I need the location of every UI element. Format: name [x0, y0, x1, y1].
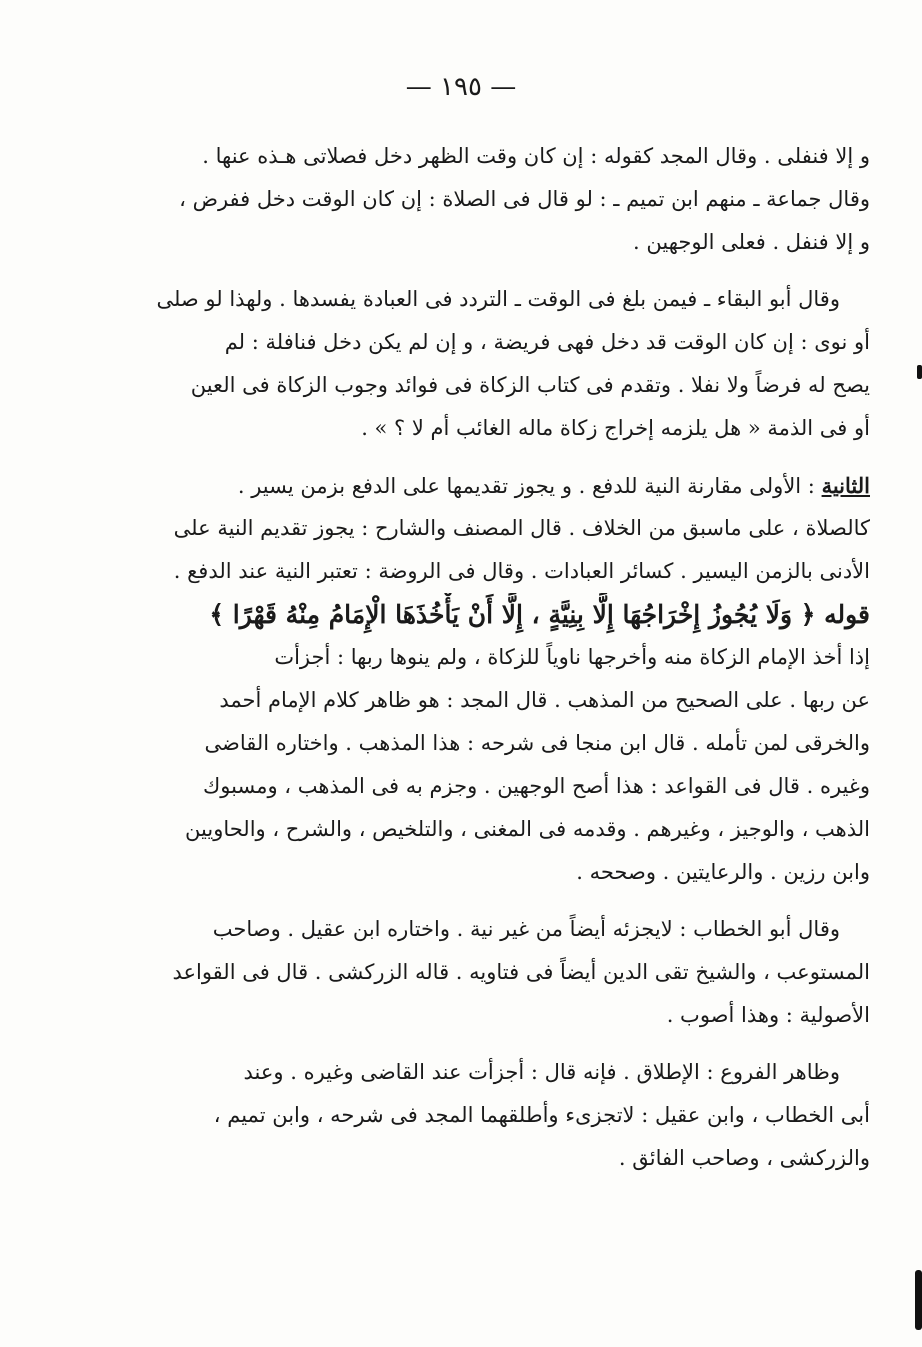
paragraph — [155, 464, 870, 593]
paragraph — [155, 908, 870, 1037]
text-line: عن ربها . على الصحيح من المذهب . قال المجد : هو ظاهر كلام الإمام أحمد — [219, 688, 870, 712]
text-line: وقال أبو الخطاب : لايجزئه أيضاً من غير نية . واختاره ابن عقيل . وصاحب — [212, 917, 840, 941]
text-line: والزركشى ، وصاحب الفائق . — [618, 1146, 870, 1170]
scan-edge-mark — [917, 365, 922, 379]
scan-edge-mark — [915, 1270, 922, 1330]
text-line: وغيره . قال فى القواعد : هذا أصح الوجهين . وجزم به فى المذهب ، ومسبوك — [203, 774, 870, 798]
paragraph — [155, 636, 870, 894]
text-line: الأصولية : وهذا أصوب . — [666, 1003, 870, 1027]
text-line: وظاهر الفروع : الإطلاق . فإنه قال : أجزأت عند القاضى وغيره . وعند — [243, 1060, 840, 1084]
text-line: وقال جماعة ـ منهم ابن تميم ـ : لو قال فى الصلاة : إن كان الوقت دخل ففرض ، — [179, 187, 870, 211]
text-line: و إلا فنفل . فعلى الوجهين . — [633, 230, 870, 254]
text-line: المستوعب ، والشيخ تقى الدين أيضاً فى فتاويه . قاله الزركشى . قال فى القواعد — [172, 960, 870, 984]
quote-text: قوله ﴿ وَلَا يُجُوزُ إِخْرَاجُهَا إِلَّا بِنِيَّةٍ ، إِلَّا أَنْ يَأْخُذَهَا الْإِمَامُ مِنْهُ قَهْرًا ﴾ — [209, 600, 870, 629]
text-line: إذا أخذ الإمام الزكاة منه وأخرجها ناوياً للزكاة ، ولم ينوها ربها : أجزأت — [274, 645, 870, 669]
section-label: الثانية — [821, 473, 870, 498]
text-line: و إلا فنفلى . وقال المجد كقوله : إن كان وقت الظهر دخل فصلاتى هـذه عنها . — [202, 144, 870, 168]
text-line: كالصلاة ، على ماسبق من الخلاف . قال المصنف والشارح : يجوز تقديم النية على — [173, 516, 870, 540]
page-number: — ١٩٥ — — [405, 72, 517, 102]
text-line: وابن رزين . والرعايتين . وصححه . — [576, 860, 870, 884]
text-line: الذهب ، والوجيز ، وغيرهم . وقدمه فى المغنى ، والتلخيص ، والشرح ، والحاويين — [185, 817, 870, 841]
text-line: أبى الخطاب ، وابن عقيل : لاتجزىء وأطلقهما المجد فى شرحه ، وابن تميم ، — [213, 1103, 870, 1127]
text-line: أو نوى : إن كان الوقت قد دخل فهى فريضة ، و إن لم يكن دخل فنافلة : لم — [224, 330, 870, 354]
text-line: والخرقى لمن تأمله . قال ابن منجا فى شرحه : هذا المذهب . واختاره القاضى — [204, 731, 870, 755]
paragraph — [155, 1051, 870, 1180]
text-line: يصح له فرضاً ولا نفلا . وتقدم فى كتاب الزكاة فى فوائد وجوب الزكاة فى العين — [190, 373, 870, 397]
body-text — [155, 135, 870, 1180]
paragraph — [155, 278, 870, 450]
text-line — [155, 464, 870, 507]
quote-heading — [155, 593, 870, 636]
paragraph — [155, 135, 870, 264]
text-span: : الأولى مقارنة النية للدفع . و يجوز تقديمها على الدفع بزمن يسير . — [237, 474, 815, 498]
text-line: الأدنى بالزمن اليسير . كسائر العبادات . وقال فى الروضة : تعتبر النية عند الدفع . — [173, 559, 870, 583]
text-line: أو فى الذمة « هل يلزمه إخراج زكاة ماله الغائب أم لا ؟ » . — [361, 416, 870, 440]
text-line: وقال أبو البقاء ـ فيمن بلغ فى الوقت ـ التردد فى العبادة يفسدها . ولهذا لو صلى — [156, 287, 840, 311]
